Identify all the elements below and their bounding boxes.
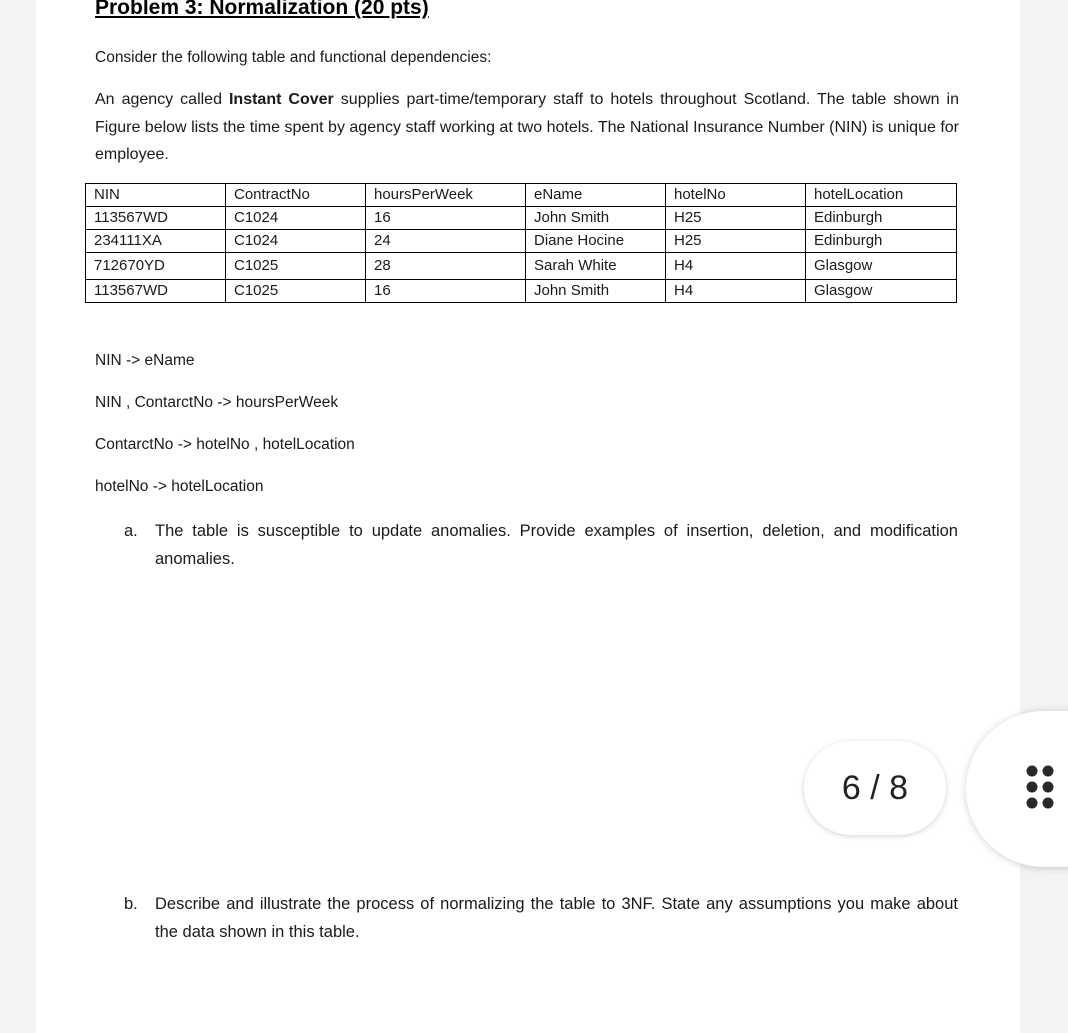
table-cell: Glasgow (806, 280, 957, 303)
table-cell: H25 (666, 207, 806, 230)
table-row (86, 280, 957, 303)
table-cell: Diane Hocine (526, 230, 666, 253)
table-cell: 712670YD (86, 253, 226, 280)
table-cell: C1024 (226, 207, 366, 230)
table-cell: C1025 (226, 280, 366, 303)
header-hoursperweek: hoursPerWeek (366, 184, 526, 207)
table-cell: 16 (366, 207, 526, 230)
desc-post: supplies part-time/temporary staff to hotels throughout Scotland. The table shown in Figure below lists the time spent by agency staff working at two hotels. The National Insurance Number (NIN) is unique for employee. (95, 91, 960, 163)
table-cell: H4 (666, 280, 806, 303)
description-paragraph (95, 86, 959, 169)
table-cell: Edinburgh (806, 230, 957, 253)
table-cell: 113567WD (86, 207, 226, 230)
desc-pre: An agency called (95, 91, 229, 108)
table-cell: H25 (666, 230, 806, 253)
table-row (86, 230, 957, 253)
question-a-label: a. (124, 522, 138, 540)
staff-table (85, 183, 957, 303)
table-row (86, 253, 957, 280)
table-cell: 234111XA (86, 230, 226, 253)
table-cell: H4 (666, 253, 806, 280)
header-hotellocation: hotelLocation (806, 184, 957, 207)
functional-dependency: ContarctNo -> hotelNo , hotelLocation (95, 436, 355, 453)
table-cell: 28 (366, 253, 526, 280)
question-a (124, 518, 958, 573)
table-cell: Sarah White (526, 253, 666, 280)
question-b-label: b. (124, 895, 138, 913)
page-counter: 6 / 8 (804, 741, 946, 835)
table-cell: Edinburgh (806, 207, 957, 230)
table-cell: C1024 (226, 230, 366, 253)
header-nin: NIN (86, 184, 226, 207)
table-cell: 16 (366, 280, 526, 303)
table-cell: 113567WD (86, 280, 226, 303)
table-cell: C1025 (226, 253, 366, 280)
table-header-row (86, 184, 957, 207)
problem-title: Problem 3: Normalization (20 pts) (95, 0, 429, 19)
question-b-text: Describe and illustrate the process of normalizing the table to 3NF. State any assumptions you make about the data shown in this table. (155, 895, 958, 941)
grid-menu-icon (1024, 763, 1056, 811)
table-cell: 24 (366, 230, 526, 253)
table-cell: John Smith (526, 207, 666, 230)
table-cell: John Smith (526, 280, 666, 303)
header-hotelno: hotelNo (666, 184, 806, 207)
question-a-text: The table is susceptible to update anomalies. Provide examples of insertion, deletion, and modification anomalies. (155, 522, 958, 568)
table-row (86, 207, 957, 230)
document-page (36, 0, 1020, 1033)
header-ename: eName (526, 184, 666, 207)
question-b (124, 891, 958, 946)
table-cell: Glasgow (806, 253, 957, 280)
agency-name: Instant Cover (228, 91, 334, 108)
functional-dependency: NIN -> eName (95, 352, 195, 369)
functional-dependency: NIN , ContarctNo -> hoursPerWeek (95, 394, 339, 411)
functional-dependency: hotelNo -> hotelLocation (95, 478, 264, 495)
header-contractno: ContractNo (226, 184, 366, 207)
intro-text: Consider the following table and functional dependencies: (95, 49, 492, 66)
